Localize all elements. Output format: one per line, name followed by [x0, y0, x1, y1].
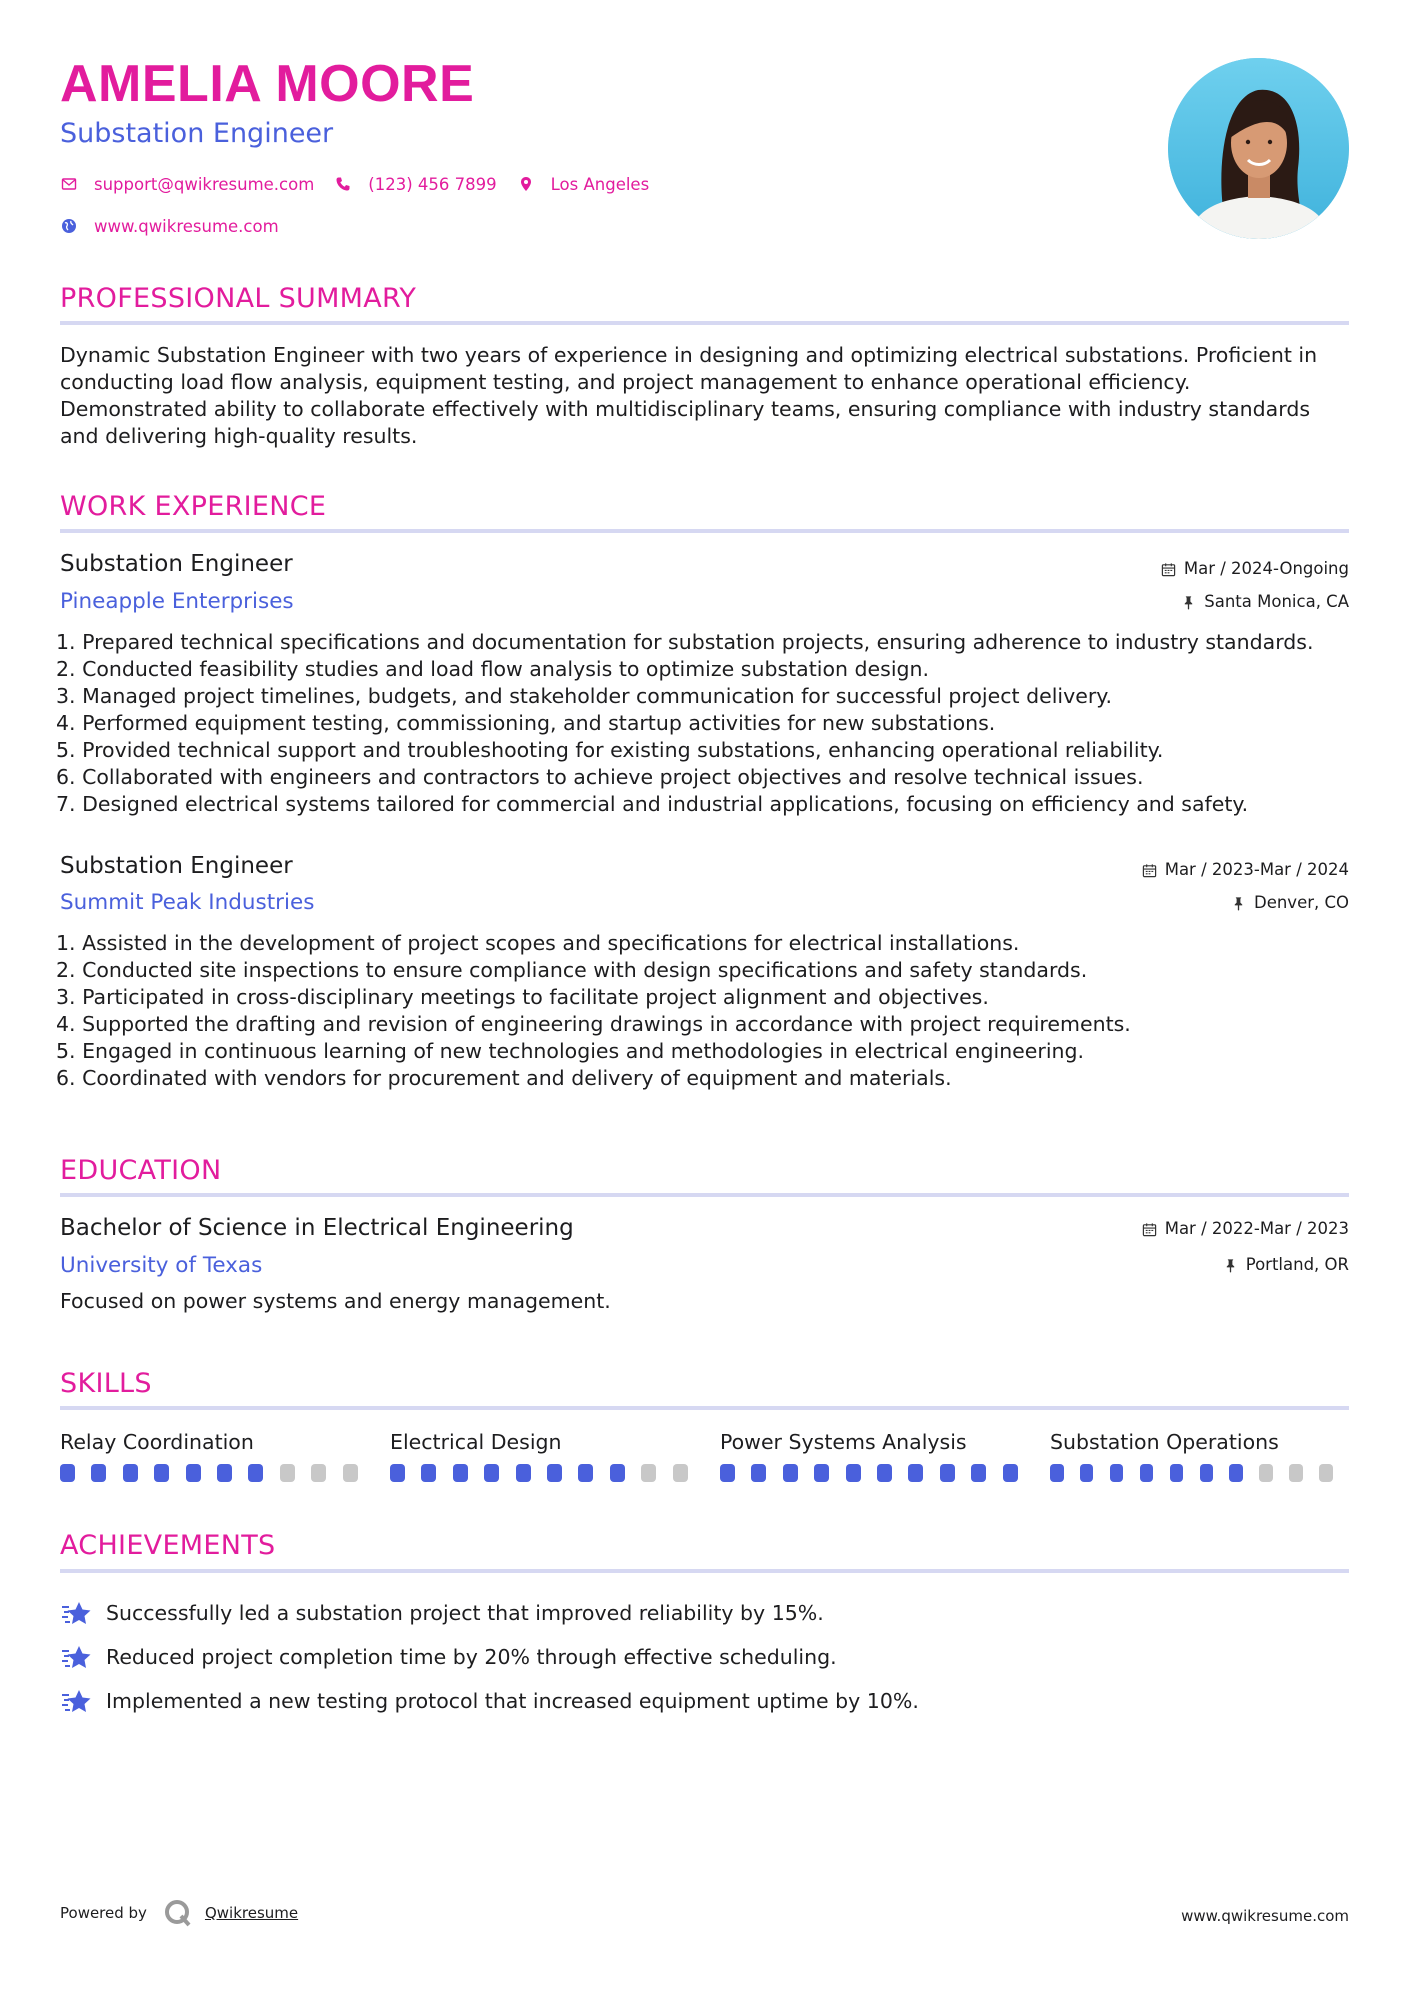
- calendar-icon: [1142, 1222, 1157, 1237]
- rating-dot-empty: [311, 1464, 326, 1482]
- job-dates: [1161, 561, 1349, 578]
- list-item: 6. Collaborated with engineers and contractors to achieve project objectives and resolve technical issues.: [56, 765, 1144, 789]
- skill-name: Power Systems Analysis: [720, 1430, 967, 1454]
- job-title: Substation Engineer: [60, 551, 293, 577]
- job-location: [1231, 895, 1349, 912]
- job-dates: [1142, 862, 1349, 879]
- rating-dot-filled: [1050, 1464, 1064, 1482]
- school-name: University of Texas: [60, 1253, 263, 1278]
- qwikresume-logo-icon: [163, 1898, 193, 1928]
- rating-dot-filled: [91, 1464, 106, 1482]
- rating-dot-empty: [1319, 1464, 1333, 1482]
- job-location: [1181, 594, 1349, 611]
- rating-dot-empty: [641, 1464, 656, 1482]
- skill-item: [720, 1432, 1050, 1482]
- rating-dot-filled: [751, 1464, 766, 1482]
- education-dates: [1142, 1221, 1349, 1238]
- website-link[interactable]: www.qwikresume.com: [94, 216, 279, 236]
- section-divider: [60, 1193, 1349, 1197]
- skill-name: Electrical Design: [390, 1430, 562, 1454]
- rating-dot-filled: [1140, 1464, 1154, 1482]
- rating-dot-filled: [578, 1464, 593, 1482]
- contact-info: [60, 172, 960, 256]
- rating-dot-filled: [720, 1464, 735, 1482]
- section-title-achievements: ACHIEVEMENTS: [60, 1530, 276, 1561]
- footer-url[interactable]: www.qwikresume.com: [1181, 1907, 1349, 1925]
- footer-branding: [60, 1898, 298, 1928]
- job-location-text: Denver, CO: [1253, 893, 1349, 912]
- rating-dot-filled: [248, 1464, 263, 1482]
- rating-dot-filled: [123, 1464, 138, 1482]
- rating-dot-empty: [343, 1464, 358, 1482]
- achievements-list: [60, 1591, 1349, 1723]
- profile-photo: [1168, 58, 1349, 239]
- rating-dot-empty: [1259, 1464, 1273, 1482]
- list-item: 2. Conducted feasibility studies and load flow analysis to optimize substation design.: [56, 657, 930, 681]
- skill-item: [390, 1432, 720, 1482]
- list-item: 7. Designed electrical systems tailored for commercial and industrial applications, focusing on efficiency and safety.: [56, 792, 1249, 816]
- skill-rating: [1050, 1464, 1349, 1482]
- section-divider: [60, 1569, 1349, 1573]
- calendar-icon: [1142, 863, 1157, 878]
- achievement-text: Successfully led a substation project that improved reliability by 15%.: [106, 1601, 824, 1625]
- rating-dot-filled: [1003, 1464, 1018, 1482]
- skill-item: [1050, 1432, 1349, 1482]
- rating-dot-empty: [280, 1464, 295, 1482]
- star-icon: [60, 1687, 92, 1715]
- summary-line: Demonstrated ability to collaborate effectively with multidisciplinary teams, ensuring compliance with industry standards: [60, 397, 1311, 421]
- rating-dot-filled: [453, 1464, 468, 1482]
- rating-dot-filled: [1170, 1464, 1184, 1482]
- education-location: [1223, 1257, 1349, 1274]
- job-dates-text: Mar / 2024-Ongoing: [1183, 559, 1349, 578]
- envelope-icon: [60, 175, 78, 193]
- rating-dot-filled: [390, 1464, 405, 1482]
- section-title-experience: WORK EXPERIENCE: [60, 491, 327, 522]
- rating-dot-filled: [971, 1464, 986, 1482]
- list-item: 5. Provided technical support and troubleshooting for existing substations, enhancing operational reliability.: [56, 738, 1164, 762]
- list-item: 1. Prepared technical specifications and documentation for substation projects, ensuring adherence to industry standards.: [56, 630, 1314, 654]
- location-text: Los Angeles: [550, 174, 650, 194]
- globe-icon: [60, 217, 78, 235]
- list-item: 4. Performed equipment testing, commissioning, and startup activities for new substations.: [56, 711, 996, 735]
- rating-dot-filled: [186, 1464, 201, 1482]
- rating-dot-filled: [846, 1464, 861, 1482]
- skill-item: [60, 1432, 390, 1482]
- rating-dot-filled: [610, 1464, 625, 1482]
- achievement-item: [60, 1591, 1349, 1635]
- rating-dot-filled: [814, 1464, 829, 1482]
- candidate-title: Substation Engineer: [60, 118, 334, 149]
- rating-dot-filled: [516, 1464, 531, 1482]
- section-title-skills: SKILLS: [60, 1368, 152, 1399]
- company-name: Pineapple Enterprises: [60, 589, 294, 614]
- rating-dot-filled: [1229, 1464, 1243, 1482]
- rating-dot-filled: [60, 1464, 75, 1482]
- rating-dot-filled: [877, 1464, 892, 1482]
- list-item: 3. Managed project timelines, budgets, and stakeholder communication for successful project delivery.: [56, 684, 1112, 708]
- job-bullets: [56, 930, 1356, 1092]
- rating-dot-filled: [484, 1464, 499, 1482]
- skills-list: [60, 1432, 1349, 1482]
- skill-name: Substation Operations: [1050, 1430, 1279, 1454]
- section-divider: [60, 529, 1349, 533]
- job-location-text: Santa Monica, CA: [1204, 592, 1349, 611]
- rating-dot-filled: [421, 1464, 436, 1482]
- achievement-item: [60, 1679, 1349, 1723]
- rating-dot-filled: [1080, 1464, 1094, 1482]
- achievement-item: [60, 1635, 1349, 1679]
- list-item: 6. Coordinated with vendors for procurement and delivery of equipment and materials.: [56, 1066, 952, 1090]
- skill-name: Relay Coordination: [60, 1430, 254, 1454]
- pin-icon: [1223, 1258, 1238, 1273]
- list-item: 4. Supported the drafting and revision of engineering drawings in accordance with project requirements.: [56, 1012, 1131, 1036]
- list-item: 3. Participated in cross-disciplinary meetings to facilitate project alignment and objectives.: [56, 985, 989, 1009]
- list-item: 5. Engaged in continuous learning of new technologies and methodologies in electrical engineering.: [56, 1039, 1085, 1063]
- section-divider: [60, 1406, 1349, 1410]
- phone-icon: [334, 175, 352, 193]
- rating-dot-empty: [673, 1464, 688, 1482]
- calendar-icon: [1161, 562, 1176, 577]
- qwikresume-link[interactable]: Qwikresume: [204, 1904, 299, 1922]
- pin-icon: [1181, 595, 1196, 610]
- summary-line: conducting load flow analysis, equipment testing, and project management to enhance operational efficiency.: [60, 370, 1191, 394]
- achievement-text: Reduced project completion time by 20% through effective scheduling.: [106, 1645, 837, 1669]
- list-item: 2. Conducted site inspections to ensure compliance with design specifications and safety standards.: [56, 958, 1088, 982]
- rating-dot-filled: [547, 1464, 562, 1482]
- rating-dot-filled: [1200, 1464, 1214, 1482]
- list-item: 1. Assisted in the development of project scopes and specifications for electrical installations.: [56, 931, 1020, 955]
- map-pin-icon: [517, 175, 535, 193]
- rating-dot-filled: [1110, 1464, 1124, 1482]
- skill-rating: [60, 1464, 390, 1482]
- section-title-education: EDUCATION: [60, 1155, 222, 1186]
- rating-dot-filled: [783, 1464, 798, 1482]
- rating-dot-filled: [217, 1464, 232, 1482]
- star-icon: [60, 1643, 92, 1671]
- education-dates-text: Mar / 2022-Mar / 2023: [1164, 1219, 1349, 1238]
- phone-number: (123) 456 7899: [368, 174, 497, 194]
- pin-icon: [1231, 896, 1246, 911]
- degree-title: Bachelor of Science in Electrical Engineering: [60, 1215, 574, 1241]
- section-divider: [60, 321, 1349, 325]
- skill-rating: [720, 1464, 1050, 1482]
- star-icon: [60, 1599, 92, 1627]
- skill-rating: [390, 1464, 720, 1482]
- company-name: Summit Peak Industries: [60, 890, 315, 915]
- education-description: Focused on power systems and energy management.: [60, 1289, 611, 1313]
- rating-dot-filled: [940, 1464, 955, 1482]
- powered-by-label: Powered by: [60, 1904, 147, 1922]
- summary-text: [60, 342, 1349, 450]
- achievement-text: Implemented a new testing protocol that increased equipment uptime by 10%.: [106, 1689, 919, 1713]
- job-dates-text: Mar / 2023-Mar / 2024: [1164, 860, 1349, 879]
- rating-dot-filled: [908, 1464, 923, 1482]
- job-title: Substation Engineer: [60, 853, 293, 879]
- summary-line: Dynamic Substation Engineer with two years of experience in designing and optimizing electrical substations. Proficient in: [60, 343, 1318, 367]
- summary-line: and delivering high-quality results.: [60, 424, 418, 448]
- job-bullets: [56, 629, 1356, 818]
- candidate-name: AMELIA MOORE: [60, 55, 475, 113]
- education-location-text: Portland, OR: [1245, 1255, 1349, 1274]
- rating-dot-filled: [154, 1464, 169, 1482]
- rating-dot-empty: [1289, 1464, 1303, 1482]
- section-title-summary: PROFESSIONAL SUMMARY: [60, 283, 417, 314]
- email-link[interactable]: support@qwikresume.com: [94, 174, 315, 194]
